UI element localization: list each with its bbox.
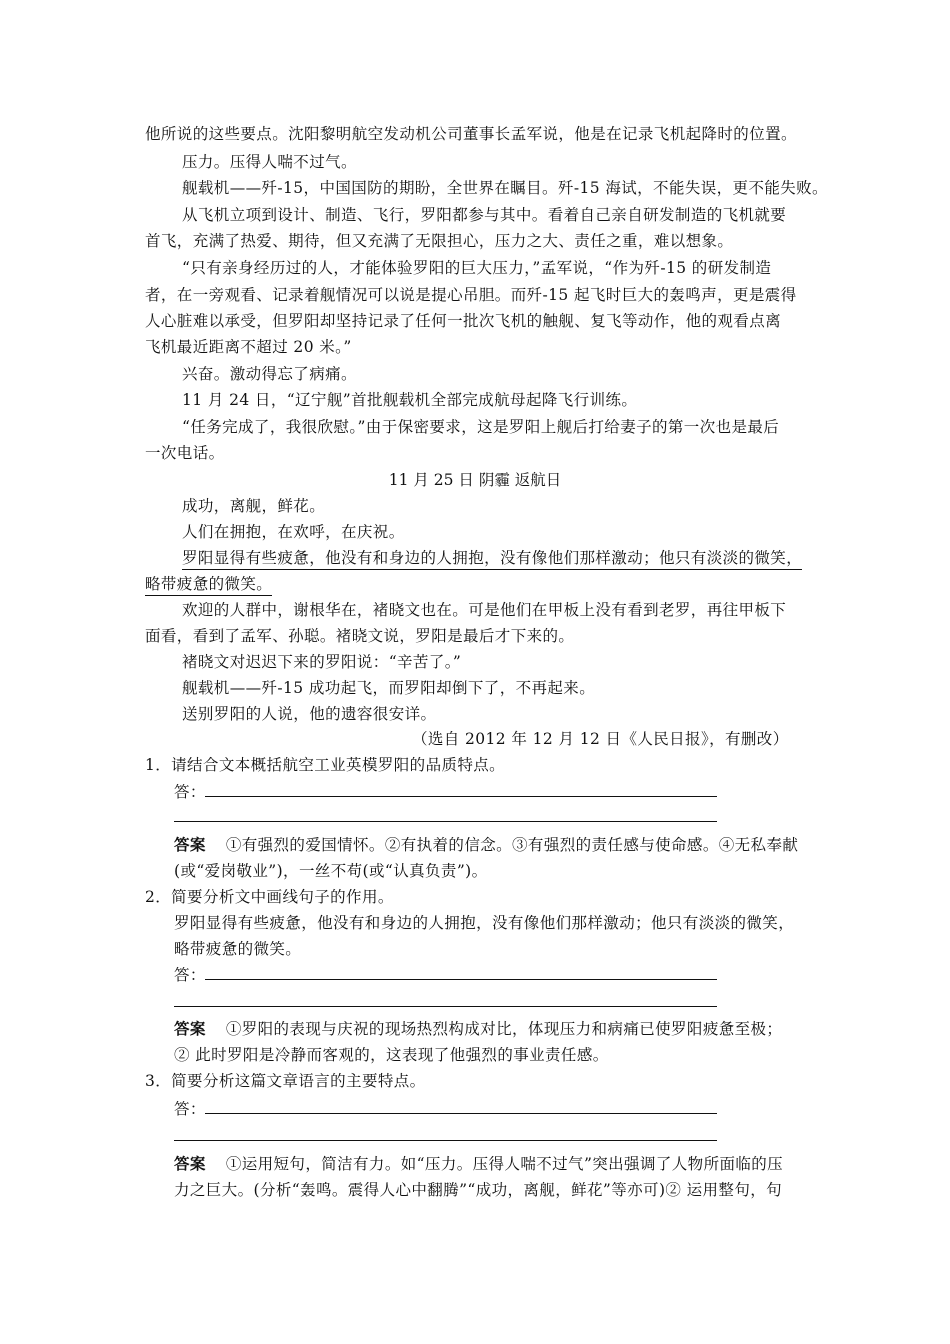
answer-key-text: ①运用短句，简洁有力。如“压力。压得人喘不过气”突出强调了人物所面临的压 (225, 1155, 784, 1173)
paragraph: 面看，看到了孟军、孙聪。褚晓文说，罗阳是最后才下来的。 (145, 627, 575, 645)
source-citation: （选自 2012 年 12 月 12 日《人民日报》，有删改） (412, 730, 789, 748)
quoted-sentence: 罗阳显得有些疲惫，他没有和身边的人拥抱，没有像他们那样激动；他只有淡淡的微笑， (174, 914, 795, 932)
paragraph: 褚晓文对迟迟下来的罗阳说：“辛苦了。” (182, 653, 462, 671)
answer-key-text: ② 此时罗阳是冷静而客观的，这表现了他强烈的事业责任感。 (174, 1046, 609, 1064)
answer-line[interactable] (174, 821, 717, 822)
answer-key (174, 1152, 783, 1174)
answer-line[interactable] (205, 979, 717, 980)
paragraph: 一次电话。 (145, 444, 225, 462)
paragraph: 压力。压得人喘不过气。 (182, 153, 357, 171)
answer-prompt: 答： (174, 1100, 206, 1118)
paragraph: 送别罗阳的人说，他的遗容很安详。 (182, 705, 437, 723)
answer-prompt: 答： (174, 783, 206, 801)
answer-key-text: ①罗阳的表现与庆祝的现场热烈构成对比，体现压力和病痛已使罗阳疲惫至极； (225, 1020, 783, 1038)
paragraph: 从飞机立项到设计、制造、飞行，罗阳都参与其中。看着自己亲自研发制造的飞机就要 (182, 206, 787, 224)
answer-prompt: 答： (174, 966, 206, 984)
answer-key-text: (或“爱岗敬业”)，一丝不苟(或“认真负责”)。 (174, 862, 488, 880)
answer-key (174, 1017, 782, 1039)
answer-line[interactable] (205, 796, 717, 797)
paragraph: 11 月 24 日，“辽宁舰”首批舰载机全部完成航母起降飞行训练。 (182, 391, 638, 409)
answer-key-text: ①有强烈的爱国情怀。②有执着的信念。③有强烈的责任感与使命感。④无私奉献 (225, 836, 799, 854)
paragraph: 他所说的这些要点。沈阳黎明航空发动机公司董事长孟军说，他是在记录飞机起降时的位置。 (145, 125, 797, 143)
paragraph: “只有亲身经历过的人，才能体验罗阳的巨大压力，”孟军说，“作为歼-15 的研发制造 (182, 259, 772, 277)
underlined-sentence: 略带疲惫的微笑。 (145, 572, 272, 596)
question-stem: 2．简要分析文中画线句子的作用。 (145, 888, 394, 906)
answer-key-text: 力之巨大。(分析“轰鸣。震得人心中翻腾”“成功，离舰，鲜花”等亦可)② 运用整句，句 (174, 1181, 783, 1199)
paragraph: 兴奋。激动得忘了病痛。 (182, 365, 357, 383)
answer-line[interactable] (205, 1113, 717, 1114)
paragraph: 舰载机——歼-15 成功起飞，而罗阳却倒下了，不再起来。 (182, 679, 596, 697)
answer-key-label: 答案 (174, 1154, 206, 1173)
paragraph: 舰载机——歼-15，中国国防的期盼，全世界在瞩目。歼-15 海试，不能失误，更不能失败。 (182, 179, 828, 197)
section-heading: 11 月 25 日 阴霾 返航日 (388, 471, 562, 489)
underlined-sentence: 罗阳显得有些疲惫，他没有和身边的人拥抱，没有像他们那样激动；他只有淡淡的微笑， (182, 546, 802, 570)
answer-key-label: 答案 (174, 1019, 206, 1038)
answer-line[interactable] (174, 1006, 717, 1007)
paragraph: 欢迎的人群中，谢根华在，褚晓文也在。可是他们在甲板上没有看到老罗，再往甲板下 (182, 601, 787, 619)
paragraph: 者，在一旁观看、记录着舰情况可以说是提心吊胆。而歼-15 起飞时巨大的轰鸣声，更是震得 (145, 286, 797, 304)
paragraph: 首飞，充满了热爱、期待，但又充满了无限担心，压力之大、责任之重，难以想象。 (145, 232, 734, 250)
paragraph: 飞机最近距离不超过 20 米。” (145, 338, 352, 356)
answer-key (174, 833, 798, 855)
quoted-sentence: 略带疲惫的微笑。 (174, 940, 302, 958)
paragraph: 成功，离舰，鲜花。 (182, 497, 326, 515)
paragraph: 人们在拥抱，在欢呼，在庆祝。 (182, 523, 405, 541)
answer-line[interactable] (174, 1140, 717, 1141)
question-stem: 1．请结合文本概括航空工业英模罗阳的品质特点。 (145, 756, 506, 774)
answer-key-label: 答案 (174, 835, 206, 854)
question-stem: 3．简要分析这篇文章语言的主要特点。 (145, 1072, 426, 1090)
paragraph: “任务完成了，我很欣慰。”由于保密要求，这是罗阳上舰后打给妻子的第一次也是最后 (182, 418, 780, 436)
paragraph: 人心脏难以承受，但罗阳却坚持记录了任何一批次飞机的触舰、复飞等动作，他的观看点离 (145, 312, 782, 330)
